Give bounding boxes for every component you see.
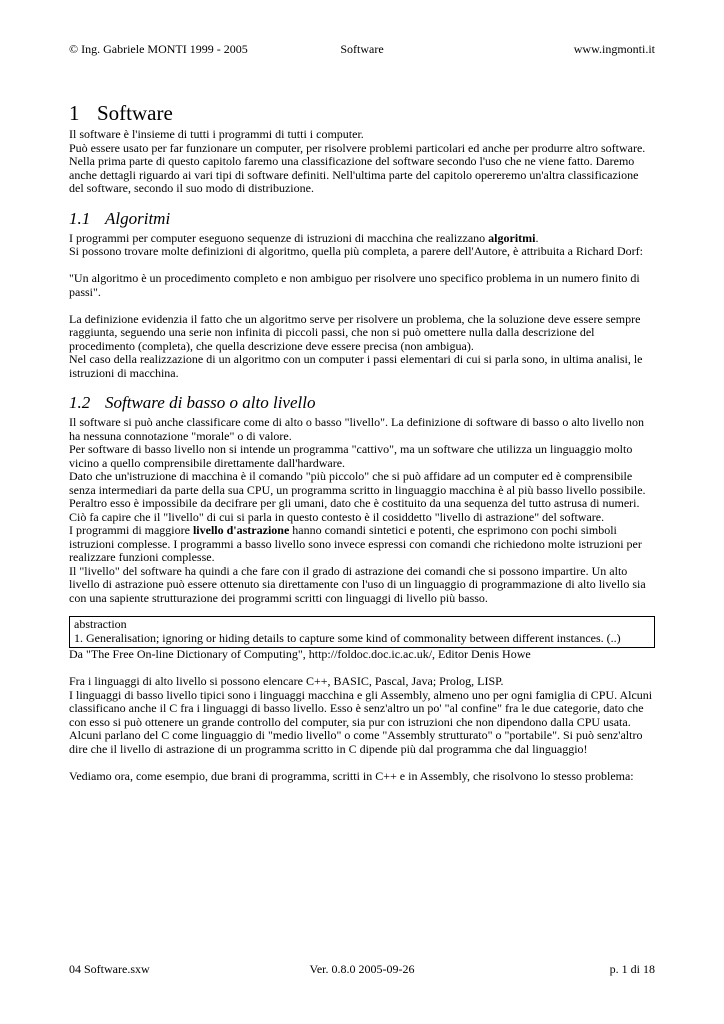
definition-term: abstraction bbox=[74, 617, 127, 631]
section-number: 1.1 bbox=[69, 208, 91, 228]
section-heading-livello bbox=[69, 392, 655, 414]
algoritmi-paragraph-1 bbox=[69, 232, 655, 246]
livello-paragraph-5: Il "livello" del software ha quindi a che fare con il grado di astrazione dei comandi che si possono impartire. Un alto livello di astrazione può essere ottenuto sia direttamente con l'uso di un linguaggio di programmazione di alto livello sia con una sapiente strutturazione dei programmi scritti con linguaggi di livello più basso. bbox=[69, 563, 646, 605]
livello-paragraph-3: Dato che un'istruzione di macchina è il comando "più piccolo" che si può affidare ad un computer ed è comprensibile senza intermediari da parte della sua CPU, un programma scritto in linguaggio macchina è al più basso livello possibile. Peraltro esso è impossibile da decifrare per gli umani, dato che è costituito da una sequenza del tutto astrusa di numeri. Ciò fa capire che il "livello" di cui si parla in questo contesto è il cosiddetto "livello di astrazione" del software. bbox=[69, 469, 646, 524]
livello-paragraph-6: Fra i linguaggi di alto livello si possono elencare C++, BASIC, Pascal, Java; Prolog, LISP. bbox=[69, 674, 504, 688]
intro-paragraph-3: Nella prima parte di questo capitolo faremo una classificazione del software secondo l'uso che ne viene fatto. Daremo anche dettagli riguardo ai vari tipi di software definiti. Nell'ultima parte del capitolo opereremo un'altra classificazione del software, secondo il suo modo di distribuzione. bbox=[69, 154, 639, 195]
definition-text: 1. Generalisation; ignoring or hiding details to capture some kind of commonality between different instances. (..) bbox=[74, 630, 621, 645]
livello-paragraph-8: Vediamo ora, come esempio, due brani di programma, scritti in C++ e in Assembly, che risolvono lo stesso problema: bbox=[69, 768, 634, 783]
bold-term: algoritmi bbox=[488, 230, 536, 245]
text-run: I programmi per computer eseguono sequenze di istruzioni di macchina che realizzano bbox=[69, 230, 489, 245]
algoritmi-paragraph-3: La definizione evidenzia il fatto che un algoritmo serve per risolvere un problema, che la soluzione deve essere sempre raggiunta, seguendo una serie non infinita di piccoli passi, che non si può omettere nulla dalla descrizione del procedimento (completa), che quella descrizione deve essere precisa (non ambigua). bbox=[69, 311, 641, 353]
algoritmi-paragraph-4: Nel caso della realizzazione di un algoritmo con un computer i passi elementari di cui si parla sono, in ultima analisi, le istruzioni di macchina. bbox=[69, 352, 643, 380]
section-title: Software di basso o alto livello bbox=[105, 393, 316, 412]
header-website: www.ingmonti.it bbox=[573, 42, 655, 56]
header-copyright: © Ing. Gabriele MONTI 1999 - 2005 bbox=[69, 42, 248, 56]
chapter-number: 1 bbox=[69, 101, 80, 125]
definition-source: Da "The Free On-line Dictionary of Computing", http://foldoc.doc.ic.ac.uk/, Editor Denis Howe bbox=[69, 647, 531, 661]
intro-paragraph-2: Può essere usato per far funzionare un computer, per risolvere problemi particolari ed anche per produrre altro software. bbox=[69, 140, 646, 155]
livello-paragraph-4 bbox=[69, 524, 655, 565]
intro-paragraph-1: Il software è l'insieme di tutti i programmi di tutti i computer. bbox=[69, 127, 364, 141]
livello-paragraph-7: I linguaggi di basso livello tipici sono i linguaggi macchina e gli Assembly, almeno uno per ogni famiglia di CPU. Alcuni classificano anche il C fra i linguaggi di basso livello. Esso è senz'altro un po' "al confine" fra le due categorie, dato che con esso si può ottenere un grande controllo del computer, sia pur con istruzioni che non dipendono dalla CPU usata. Alcuni parlano del C come linguaggio di "medio livello" o come "Assembly strutturato" o "portabile". Si può senz'altro dire che il livello di astrazione di un programma scritto in C dipende più dal programma che dal linguaggio! bbox=[69, 687, 653, 756]
definition-box bbox=[69, 616, 655, 648]
livello-paragraph-2: Per software di basso livello non si intende un programma "cattivo", ma un software che utilizza un linguaggio molto vicino a quello comprensibile direttamente dall'hardware. bbox=[69, 442, 633, 470]
footer-page-number: p. 1 di 18 bbox=[609, 962, 655, 976]
chapter-title: Software bbox=[97, 101, 173, 125]
footer-version: Ver. 0.8.0 2005-09-26 bbox=[309, 962, 415, 976]
text-run: . bbox=[535, 230, 539, 245]
text-run: I programmi di maggiore bbox=[69, 523, 193, 537]
header-section-title: Software bbox=[340, 42, 384, 56]
page-header bbox=[69, 42, 655, 56]
bold-term: livello d'astrazione bbox=[192, 523, 290, 537]
text-run: hanno comandi sintetici e potenti, che esprimono con pochi simboli istruzioni complesse. I programmi a basso livello sono invece espressi con comandi che richiedono molte istruzioni per realizzare funzioni complesse. bbox=[69, 523, 642, 564]
section-heading-algoritmi bbox=[69, 208, 655, 230]
section-title: Algoritmi bbox=[105, 208, 171, 228]
section-number: 1.2 bbox=[69, 393, 91, 412]
document-page bbox=[69, 0, 657, 1024]
page-content bbox=[69, 100, 655, 783]
algoritmi-quote: "Un algoritmo è un procedimento completo e non ambiguo per risolvere uno specifico problema in un numero finito di passi". bbox=[69, 271, 640, 299]
algoritmi-paragraph-2: Si possono trovare molte definizioni di algoritmo, quella più completa, a parere dell'Autore, è attribuita a Richard Dorf: bbox=[69, 244, 643, 258]
page-footer bbox=[69, 962, 655, 976]
livello-paragraph-1: Il software si può anche classificare come di alto o basso "livello". La definizione di software di basso o alto livello non ha nessuna connotazione "morale" o di valore. bbox=[69, 415, 644, 443]
footer-filename: 04 Software.sxw bbox=[69, 962, 150, 976]
chapter-heading bbox=[69, 100, 655, 126]
